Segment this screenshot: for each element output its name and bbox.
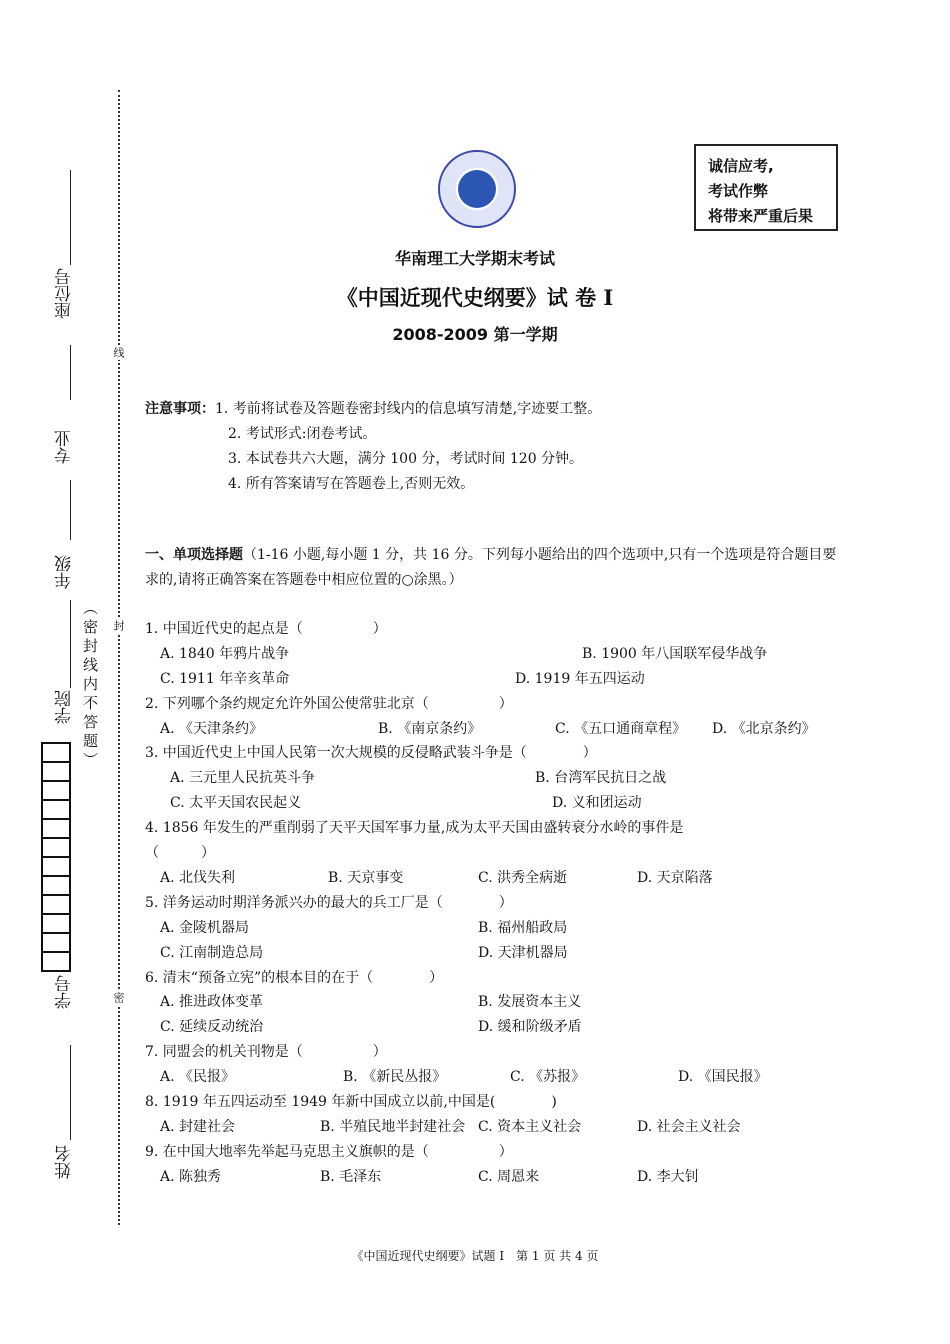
notice-item: 1. 考前将试卷及答题卷密封线内的信息填写清楚,字迹要工整。 (215, 401, 602, 417)
option: C. 《苏报》 (510, 1069, 586, 1086)
question-stem: 2. 下列哪个条约规定允许外国公使常驻北京（ ） (145, 695, 513, 712)
option: A. 《天津条约》 (160, 720, 264, 737)
option: B. 台湾军民抗日之战 (535, 770, 667, 787)
option: D. 《国民报》 (678, 1069, 768, 1086)
option: C. 洪秀全病逝 (478, 869, 568, 886)
seal-word-dense: 密 (112, 992, 125, 1003)
option: B. 《南京条约》 (378, 720, 482, 737)
seal-word-seal: 封 (112, 620, 125, 631)
question-stem: 5. 洋务运动时期洋务派兴办的最大的兵工厂是（ ） (145, 894, 513, 911)
option: B. 1900 年八国联军侵华战争 (582, 645, 768, 662)
section-1-title: 一、单项选择题 (145, 547, 243, 563)
option: D. 1919 年五四运动 (515, 670, 645, 687)
college-label: 学院 (55, 690, 75, 724)
seat-number-label: 座位号 (55, 268, 75, 319)
option: C. 周恩来 (478, 1168, 540, 1185)
paper-title: 《中国近现代史纲要》试 卷 Ⅰ (336, 285, 614, 310)
honesty-line-2: 考试作弊 (708, 182, 769, 200)
option: B. 福州船政局 (478, 919, 568, 936)
notice-item: 2. 考试形式:闭卷考试。 (228, 426, 377, 442)
option: D. 李大钊 (637, 1168, 699, 1185)
name-label: 姓名 (55, 1145, 75, 1179)
notice-label: 注意事项： (145, 401, 215, 417)
option: A. 推进政体变革 (160, 994, 264, 1011)
question-stem: 3. 中国近代史上中国人民第一次大规模的反侵略武装斗争是（ ） (145, 745, 597, 762)
name-blank[interactable] (70, 1045, 72, 1140)
honesty-warning-box (694, 144, 838, 231)
major-blank[interactable] (70, 345, 72, 400)
option: A. 封建社会 (160, 1118, 236, 1135)
honesty-line-3: 将带来严重后果 (708, 207, 814, 225)
page-footer: 《中国近现代史纲要》试题 Ⅰ 第 1 页 共 4 页 (351, 1249, 599, 1263)
option: B. 发展资本主义 (478, 994, 582, 1011)
grade-blank[interactable] (70, 480, 72, 540)
option: C. 资本主义社会 (478, 1118, 582, 1135)
section-1-heading (145, 543, 840, 593)
section-1-desc: （1-16 小题,每小题 1 分，共 16 分。下列每小题给出的四个选项中,只有一个选项是符合题目要求的,请将正确答案在答题卷中相应位置的○涂黑。） (145, 547, 837, 588)
seal-word-line: 线 (112, 347, 125, 358)
option: C. 江南制造总局 (160, 944, 264, 961)
question-stem: 7. 同盟会的机关刊物是（ ） (145, 1044, 387, 1061)
notice-item: 4. 所有答案请写在答题卷上,否则无效。 (228, 476, 475, 492)
question-stem: 4. 1856 年发生的严重削弱了天平天国军事力量,成为太平天国由盛转衰分水岭的事件是 (145, 820, 684, 837)
option: D. 缓和阶级矛盾 (478, 1019, 582, 1036)
option: A. 陈独秀 (160, 1168, 222, 1185)
question-stem: 8. 1919 年五四运动至 1949 年新中国成立以前,中国是( ) (145, 1094, 557, 1111)
question-stem-cont: （ ） (145, 845, 215, 862)
option: A. 金陵机器局 (160, 919, 250, 936)
question-stem: 6. 清末“预备立宪”的根本目的在于（ ） (145, 969, 444, 986)
option: B. 天京事变 (328, 869, 404, 886)
option: C. 太平天国农民起义 (170, 795, 302, 812)
student-id-boxes[interactable] (41, 742, 71, 972)
option: D. 天津机器局 (478, 944, 568, 961)
question-stem: 1. 中国近代史的起点是（ ） (145, 621, 387, 637)
option: A. 北伐失利 (160, 869, 236, 886)
grade-label: 年级 (55, 555, 75, 589)
university-exam-title: 华南理工大学期末考试 (394, 249, 555, 268)
option: A. 三元里人民抗英斗争 (170, 770, 316, 787)
option: C. 1911 年辛亥革命 (160, 670, 290, 687)
option: C. 延续反动统治 (160, 1019, 264, 1036)
term-title: 2008-2009 第一学期 (392, 325, 558, 344)
option: B. 毛泽东 (320, 1168, 382, 1185)
question-stem: 9. 在中国大地率先举起马克思主义旗帜的是（ ） (145, 1143, 513, 1160)
college-blank[interactable] (70, 600, 72, 688)
university-logo-icon (438, 150, 516, 228)
major-label: 专业 (55, 430, 75, 464)
student-id-label: 学号 (55, 975, 75, 1009)
option: A. 1840 年鸦片战争 (160, 645, 290, 662)
option: D. 义和团运动 (552, 795, 642, 812)
seal-note: （密封线内不答题） (81, 600, 99, 771)
notice-block (145, 397, 601, 497)
question-list (145, 617, 845, 1190)
notice-item: 3. 本试卷共六大题，满分 100 分，考试时间 120 分钟。 (228, 451, 584, 467)
option: B. 《新民丛报》 (343, 1069, 447, 1086)
option: B. 半殖民地半封建社会 (320, 1118, 466, 1135)
option: A. 《民报》 (160, 1069, 236, 1086)
option: C. 《五口通商章程》 (555, 720, 687, 737)
honesty-line-1: 诚信应考, (708, 157, 774, 175)
option: D. 天京陷落 (637, 869, 713, 886)
option: D. 《北京条约》 (712, 720, 816, 737)
option: D. 社会主义社会 (637, 1118, 741, 1135)
